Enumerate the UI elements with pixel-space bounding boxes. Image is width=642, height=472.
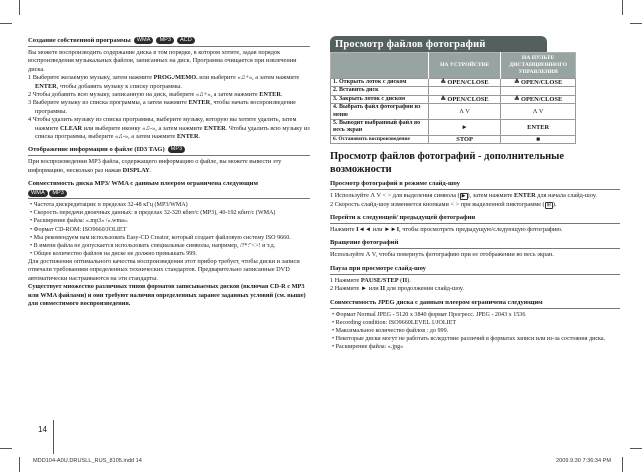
rotate-heading: Вращение фотографий	[330, 238, 620, 249]
step-text: для начала слайд-шоу.	[535, 192, 597, 200]
id3-heading-text: Отображение информации о файле (ID3 TAG)	[28, 146, 165, 154]
text: или	[367, 285, 381, 293]
pause-step2	[330, 285, 620, 293]
table-row	[331, 135, 576, 143]
key-label: ENTER	[35, 82, 57, 90]
key-label: ENTER	[176, 133, 199, 141]
program-steps	[28, 74, 310, 141]
key-label: PROG./MEMO.	[153, 74, 198, 82]
text: Нажмите	[330, 226, 357, 234]
footer-date: 2009.9.30 7:36:34 PM	[556, 458, 612, 464]
crop-mark	[622, 0, 623, 15]
header-remote: НА ПУЛЬТЕ ДИСТАНЦИОННОГО УПРАВЛЕНИЯ	[501, 53, 576, 79]
step-text: 1 Используйте Λ V < > для выделения символа (	[330, 192, 460, 200]
slideshow-heading: Просмотр фотографий в режиме слайд-шоу	[330, 179, 620, 190]
text: ).	[407, 276, 411, 284]
step-text: », а затем нажмите	[207, 91, 260, 99]
step-number: 3	[28, 99, 32, 107]
program-step	[28, 91, 310, 99]
crop-mark	[630, 448, 642, 449]
compat-para-bold: Существует множество различных типов форматов записываемых дисков (включая CD-R с MP3 или WMA файлами) и они требуют наличия определенных заранее заданных условий (см. выше) для совместимого воспроизведения.	[28, 283, 306, 307]
row-label: 4. Выбрать файл фотографии из меню	[331, 104, 429, 120]
jpeg-item: • Максимальное количество файлов : до 999.	[330, 327, 620, 335]
compat-item: • Формат CD-ROM: ISO9660/JOLIET	[28, 226, 310, 234]
slideshow-step2	[330, 201, 620, 209]
step-text: », а затем нажмите	[124, 133, 177, 141]
key-label: ENTER	[514, 192, 536, 200]
row-label: 6. Остановить воспроизведение	[331, 135, 429, 143]
jpeg-item: • Recording condition: ISO9660LEVEL 1/JOLIET	[330, 319, 620, 327]
step-text: Чтобы удалить музыку из списка программы, выберите музыку, которую вы хотите удалить, затем нажмите	[32, 116, 297, 132]
crop-mark	[0, 23, 12, 24]
device-key: Λ V	[428, 104, 500, 120]
table-row	[331, 95, 576, 103]
step-text: или выберите иконку «	[82, 124, 146, 132]
right-column	[330, 36, 620, 351]
add-all-music-icon: ♫+	[199, 91, 208, 99]
step-number: 4	[28, 116, 32, 124]
row-label: 1. Открыть лоток с диском	[331, 79, 429, 87]
compat-heading-text: Совместимость диска MP3/ WMA с данным плеером ограничена следующим	[28, 180, 258, 188]
step-number: 1	[28, 74, 32, 82]
compat-item: • Скорость передачи двоичных данных: в пределах 32-320 кбит/с (MP3), 40-192 кбит/с (WMA)	[28, 209, 310, 217]
step-text: или выберите «	[197, 74, 241, 82]
badge-mp3: MP3	[168, 146, 186, 153]
nextprev-text	[330, 226, 620, 234]
step-text: », а затем нажмите	[152, 124, 205, 132]
device-key: ≜ OPEN/CLOSE	[428, 95, 500, 103]
program-step	[28, 74, 310, 91]
step-text: .	[280, 91, 283, 99]
crop-mark	[622, 457, 623, 472]
program-step	[28, 99, 310, 116]
device-key	[428, 87, 500, 95]
jpeg-item: • Формат Normal JPEG - 5120 x 3840 формат Прогресс. JPEG - 2043 x 1536	[330, 311, 620, 319]
id3-text	[28, 158, 310, 175]
step-text: ).	[552, 200, 557, 208]
slideshow-play-icon: ▶	[461, 194, 466, 200]
jpeg-item: • Расширение файла: «.jpg»	[330, 343, 620, 351]
remote-key: ■	[501, 135, 576, 143]
text: (	[398, 276, 403, 284]
photo-table-title: Просмотр файлов фотографий	[330, 36, 547, 52]
pause-step1	[330, 277, 620, 285]
crop-mark	[630, 23, 642, 24]
page-number: 14	[38, 425, 47, 434]
badge-wma: WMA	[28, 190, 48, 197]
row-label: 5. Выводит выбранный файл во весь экран	[331, 120, 429, 136]
step-text: Выберите желаемую музыку, затем нажмите	[32, 74, 154, 82]
step-text: », а затем нажмите	[248, 74, 300, 82]
header-empty	[331, 53, 429, 79]
page-divider	[53, 420, 54, 454]
add-music-icon: ♫+	[240, 74, 249, 82]
key-label: CLEAR	[60, 124, 83, 132]
left-column	[28, 36, 310, 308]
program-heading	[28, 36, 310, 47]
compat-heading	[28, 179, 310, 199]
text: или	[371, 226, 385, 234]
device-key: ►	[428, 120, 500, 136]
remote-key: ENTER	[501, 120, 576, 136]
compat-item: • Мы рекомендуем вам использовать Easy-CD Creator, который создает файловую систему ISO 9660.	[28, 234, 310, 242]
remote-key: ≜ OPEN/CLOSE	[501, 79, 576, 87]
table-row	[331, 104, 576, 120]
table-row	[331, 87, 576, 95]
key-label: ENTER	[188, 99, 211, 107]
badge-wma: WMA	[134, 37, 154, 44]
step-number: 2	[28, 91, 32, 99]
step-text: . Чтобы удалить всю музыку из списка программы, выберите «	[35, 124, 310, 141]
table-row	[331, 120, 576, 136]
key-label: DISPLAY	[122, 166, 150, 174]
step-text: Выберите музыку из списка программы, а затем нажмите	[32, 99, 189, 107]
remote-key	[501, 87, 576, 95]
header-device: НА УСТРОЙСТВЕ	[428, 53, 500, 79]
footer-file: MDD104-A0U.DRUSLL_RUS_8105.indd 14	[33, 458, 142, 464]
text: 2 Нажмите	[330, 285, 361, 293]
compat-item: • Расширение файла: «.mp3» /«.wma».	[28, 217, 310, 225]
compat-list	[28, 201, 310, 258]
badge-mp3: MP3	[156, 37, 174, 44]
jpeg-item: • Некоторые диски могут не работать вследствие различий в форматах записи или из-за состояния диска.	[330, 335, 620, 343]
remote-key: Λ V	[501, 104, 576, 120]
compat-item: • В имени файла не допускается использовать специальные символы, например, /?*:"<>! и т.д.	[28, 242, 310, 250]
program-step	[28, 116, 310, 141]
text: 1 Нажмите	[330, 276, 361, 284]
table-row	[331, 79, 576, 87]
slideshow-step1	[330, 192, 620, 200]
more-title: Просмотр файлов фотографий - дополнительные возможности	[330, 151, 565, 176]
compat-item: • Частота дискредитации: в пределах 32-48 кГц (MP3/WMA)	[28, 201, 310, 209]
device-key: STOP	[428, 135, 500, 143]
pause-heading: Пауза при просмотре слайд-шоу	[330, 264, 620, 275]
text: , чтобы просмотреть предыдущую/следующую фотографию.	[399, 226, 563, 234]
id3-text-c: .	[149, 166, 152, 174]
photo-table-box	[330, 36, 576, 144]
badge-acd: ACD	[177, 37, 195, 44]
text: для продолжения слайд-шоу.	[385, 285, 464, 293]
photo-table	[330, 52, 576, 144]
key-label: PAUSE/STEP	[360, 276, 399, 284]
badge-mp3: MP3	[49, 190, 67, 197]
id3-heading	[28, 145, 310, 156]
key-label: ENTER	[204, 124, 226, 132]
step-text: , чтобы начать воспроизведение программы.	[35, 99, 296, 115]
play-icon: ►	[360, 285, 368, 293]
compat-para: Для достижения оптимального качества воспроизведения этот прибор требует, чтобы диски и записи отвечали требованиям определенных технических стандартов. Предварительно записанные DVD автоматически настраиваются на эти стандарты.	[28, 257, 300, 282]
nextprev-heading: Перейти к следующей/ предыдущей фотографии	[330, 213, 620, 224]
program-intro: Вы можете воспроизводить содержание диска в том порядке, в котором хотите, задав порядок воспроизведения музыкальных файлов, записанных на диск. Программа очищается при извлечении диска.	[28, 49, 297, 73]
skip-back-icon: I◄◄	[356, 226, 372, 234]
remove-all-music-icon: ♫-	[118, 133, 125, 141]
step-text: .	[198, 133, 201, 141]
jpeg-list	[330, 311, 620, 351]
pause-icon: II	[380, 285, 386, 293]
crop-mark	[19, 0, 20, 15]
device-key: ≜ OPEN/CLOSE	[428, 79, 500, 87]
table-header-row	[331, 53, 576, 79]
row-label: 3. Закрыть лоток с диском	[331, 95, 429, 103]
pause-icon: II	[402, 276, 408, 284]
step-text: Чтобы добавить всю музыку, записанную на диск, выберите «	[32, 91, 200, 99]
row-label: 2. Вставить диск	[331, 87, 429, 95]
crop-mark	[0, 448, 12, 449]
compat-item: • Общее количество файлов на диске не должно превышать 999.	[28, 250, 310, 258]
remove-music-icon: ♫-	[145, 124, 153, 132]
jpeg-heading: Совместимость JPEG диска с данным плеером ограничена следующим	[330, 298, 620, 309]
step-text: ), затем нажмите	[467, 192, 514, 200]
remote-key: ≜ OPEN/CLOSE	[501, 95, 576, 103]
program-heading-text: Создание собственной программы	[28, 37, 131, 44]
crop-mark	[19, 457, 20, 472]
step-text: 2 Скорость слайд-шоу изменяется кнопками < > при выделенной пиктограмме (	[330, 200, 545, 208]
slideshow-speed-icon: ⊞	[546, 202, 551, 208]
id3-text-a: При воспроизведении MP3 файла, содержащего информацию о файле, вы можете вывести эту информацию, несколько раз нажав	[28, 158, 282, 174]
rotate-text: Используйте Λ V, чтобы повернуть фотографию при ее отображении во весь экран.	[330, 251, 554, 259]
key-label: ENTER	[259, 91, 281, 99]
step-text: , чтобы добавить музыку к списку программы.	[56, 82, 182, 90]
skip-forward-icon: ►►I	[384, 226, 400, 234]
